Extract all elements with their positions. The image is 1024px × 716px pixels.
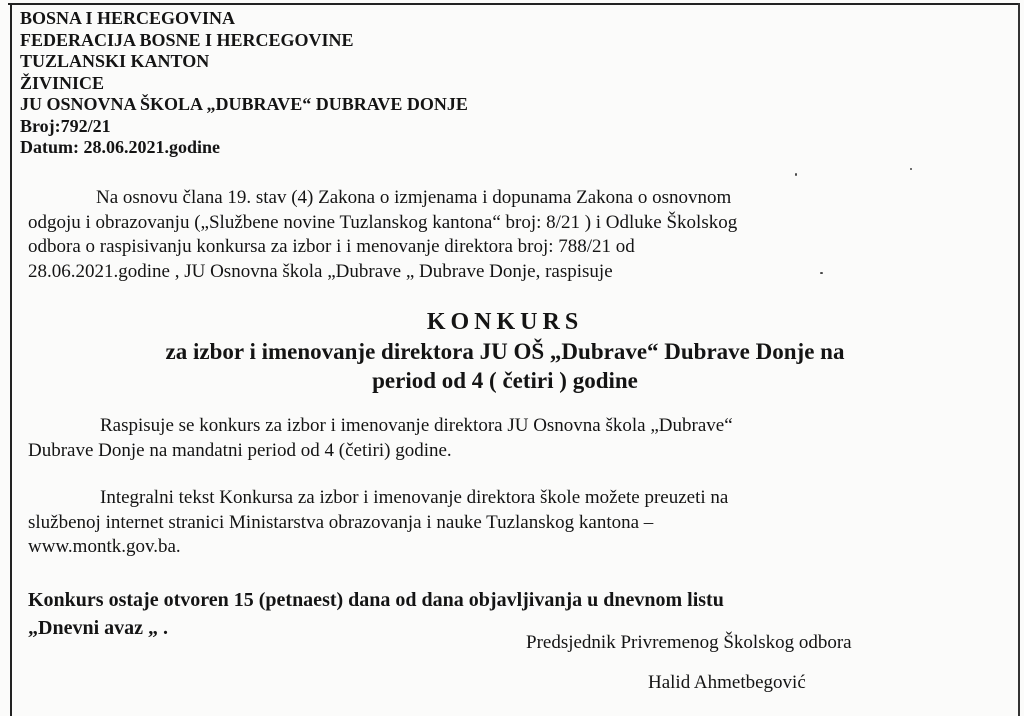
announcement-line: Raspisuje se konkurs za izbor i imenovanje direktora JU Osnovna škola „Dubrave“	[100, 415, 733, 436]
document-border-right	[1018, 3, 1020, 716]
document-title: KONKURS	[426, 309, 584, 335]
document-subtitle	[30, 337, 980, 395]
scan-speck	[820, 272, 823, 274]
header-reference-number: Broj:792/21	[20, 115, 111, 136]
signatory-name: Halid Ahmetbegović	[648, 672, 806, 693]
intro-line: Na osnovu člana 19. stav (4) Zakona o izmjenama i dopunama Zakona o osnovnom	[96, 187, 732, 208]
institution-header	[20, 8, 468, 159]
intro-line: odgoju i obrazovanju („Službene novine Tuzlanskog kantona“ broj: 8/21 ) i Odluke Školskog	[28, 211, 738, 233]
header-municipality: ŽIVINICE	[20, 72, 105, 93]
full-text-line: službenoj internet stranici Ministarstva obrazovanja i nauke Tuzlanskog kantona –	[28, 511, 654, 533]
deadline-line: „Dnevni avaz „ .	[28, 617, 168, 639]
subtitle-line: za izbor i imenovanje direktora JU OŠ „Dubrave“ Dubrave Donje na	[165, 339, 845, 364]
header-country: BOSNA I HERCEGOVINA	[20, 8, 236, 28]
website-link: www.montk.gov.ba.	[28, 536, 181, 557]
intro-line: odbora o raspisivanju konkursa za izbor i i menovanje direktora broj: 788/21 od	[28, 236, 635, 257]
intro-paragraph	[28, 186, 958, 284]
full-text-paragraph	[28, 486, 958, 560]
header-federation: FEDERACIJA BOSNE I HERCEGOVINE	[20, 29, 354, 50]
announcement-paragraph	[28, 414, 958, 463]
signatory-role: Predsjednik Privremenog Školskog odbora	[526, 632, 852, 653]
announcement-line: Dubrave Donje na mandatni period od 4 (četiri) godine.	[28, 439, 452, 461]
scan-speck	[910, 168, 912, 170]
intro-line: 28.06.2021.godine , JU Osnovna škola „Dubrave „ Dubrave Donje, raspisuje	[28, 260, 613, 282]
scan-speck	[795, 173, 797, 176]
document-border-left	[10, 3, 12, 716]
full-text-line: Integralni tekst Konkursa za izbor i imenovanje direktora škole možete preuzeti na	[100, 487, 729, 508]
header-date: Datum: 28.06.2021.godine	[20, 137, 221, 157]
deadline-line: Konkurs ostaje otvoren 15 (petnaest) dana od dana objavljivanja u dnevnom listu	[28, 589, 724, 611]
document-border-top	[8, 3, 1020, 5]
header-school-name: JU OSNOVNA ŠKOLA „DUBRAVE“ DUBRAVE DONJE	[20, 94, 468, 114]
subtitle-line: period od 4 ( četiri ) godine	[372, 368, 638, 393]
header-canton: TUZLANSKI KANTON	[20, 51, 210, 71]
